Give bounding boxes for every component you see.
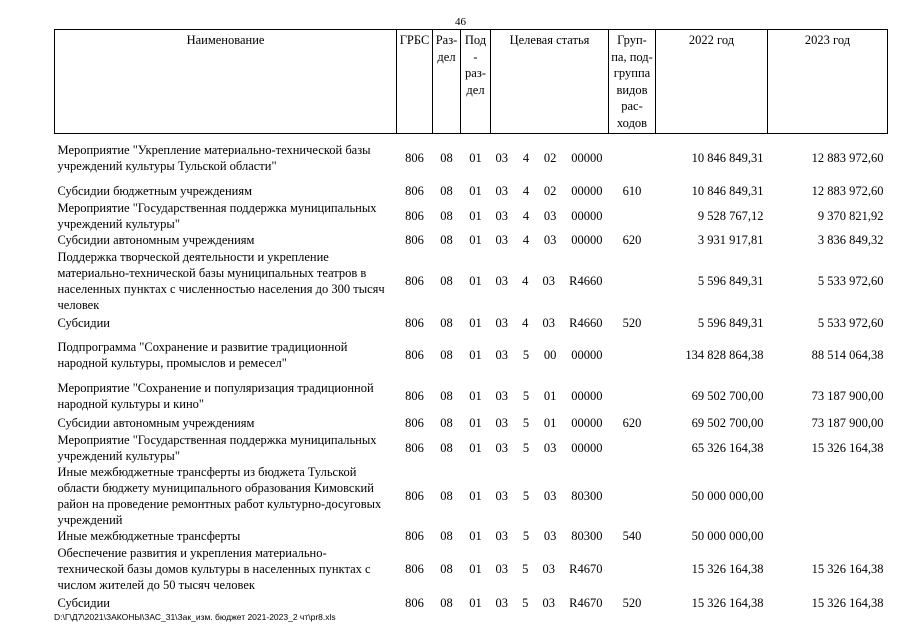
target-article-parts — [493, 347, 607, 363]
row-target-article — [491, 415, 609, 432]
row-target-article — [491, 377, 609, 415]
table-row — [55, 249, 888, 313]
target-article-cs4: R4670 — [569, 595, 603, 610]
row-expense-group — [609, 545, 656, 593]
target-article-cs4: 80300 — [571, 488, 603, 503]
target-article-cs1: 03 — [495, 488, 508, 503]
row-grbs: 806 — [405, 183, 424, 198]
row-target-article — [491, 200, 609, 232]
target-article-cs3: 03 — [542, 561, 555, 576]
row-razdel: 08 — [440, 183, 453, 198]
header-razdel: Раз- дел — [433, 30, 461, 134]
target-article-cs1: 03 — [495, 208, 508, 223]
target-article-parts — [493, 528, 607, 544]
row-grbs: 806 — [405, 388, 424, 403]
row-expense-group: 520 — [622, 315, 642, 330]
row-razdel: 08 — [440, 388, 453, 403]
row-name: Мероприятие "Государственная поддержка муниципальных учреждений культуры" — [57, 432, 377, 463]
target-article-parts — [493, 183, 607, 199]
target-article-cs2: 5 — [522, 561, 529, 576]
row-amount-2022: 50 000 000,00 — [691, 529, 764, 543]
row-target-article — [491, 464, 609, 528]
row-expense-group — [609, 134, 656, 182]
table-row — [55, 545, 888, 593]
target-article-cs4: 00000 — [571, 347, 603, 362]
target-article-cs3: 00 — [543, 347, 557, 362]
row-expense-group — [609, 200, 656, 232]
target-article-cs3: 03 — [543, 488, 557, 503]
row-razdel: 08 — [440, 440, 453, 455]
target-article-cs3: 03 — [543, 208, 557, 223]
target-article-cs4: 00000 — [571, 416, 603, 430]
target-article-parts — [493, 273, 607, 289]
row-name: Поддержка творческой деятельности и укрепление материально-технической базы муниципальных театров в населенных пунктах с численностью населения до 300 тысяч человек — [57, 249, 385, 312]
row-razdel: 08 — [440, 233, 453, 247]
row-podrazdel: 01 — [469, 208, 482, 223]
header-target: Целевая статья — [491, 30, 609, 134]
target-article-cs1: 03 — [495, 150, 508, 165]
target-article-cs1: 03 — [495, 561, 508, 576]
row-grbs: 806 — [405, 273, 424, 288]
row-razdel: 08 — [440, 416, 453, 430]
row-name: Субсидии — [57, 595, 110, 610]
row-podrazdel: 01 — [469, 561, 482, 576]
row-target-article — [491, 313, 609, 333]
row-podrazdel: 01 — [469, 183, 482, 198]
target-article-cs4: 80300 — [571, 529, 603, 543]
header-2023: 2023 год — [768, 30, 888, 134]
row-razdel: 08 — [440, 488, 453, 503]
row-podrazdel: 01 — [469, 347, 482, 362]
target-article-cs1: 03 — [495, 273, 508, 288]
target-article-cs3: 02 — [543, 183, 557, 198]
target-article-cs1: 03 — [495, 315, 508, 330]
target-article-cs3: 03 — [543, 440, 557, 455]
row-amount-2022: 15 326 164,38 — [691, 595, 764, 610]
row-amount-2023: 12 883 972,60 — [811, 183, 884, 198]
target-article-cs3: 02 — [543, 150, 557, 165]
target-article-parts — [493, 208, 607, 224]
row-name: Иные межбюджетные трансферты из бюджета Тульской области бюджету муниципального образования Кимовский район на проведение ремонтных работ культурно-досуговых учреждений — [57, 464, 382, 527]
row-expense-group — [609, 464, 656, 528]
row-name: Мероприятие "Государственная поддержка муниципальных учреждений культуры" — [57, 200, 377, 231]
target-article-parts — [493, 415, 607, 431]
budget-table — [54, 29, 888, 613]
row-grbs: 806 — [405, 315, 424, 330]
target-article-cs1: 03 — [495, 529, 508, 543]
target-article-cs4: R4660 — [569, 315, 603, 330]
row-name: Обеспечение развития и укрепления материально-технической базы домов культуры в населенных пунктах с числом жителей до 50 тысяч человек — [57, 545, 371, 592]
table-row — [55, 333, 888, 377]
table-header — [55, 30, 888, 134]
budget-sheet — [54, 29, 887, 613]
row-podrazdel: 01 — [469, 488, 482, 503]
target-article-cs2: 5 — [522, 416, 530, 430]
table-row — [55, 232, 888, 249]
target-article-cs4: 00000 — [571, 388, 603, 403]
row-target-article — [491, 182, 609, 200]
row-podrazdel: 01 — [469, 440, 482, 455]
row-razdel: 08 — [440, 273, 453, 288]
row-amount-2023: 12 883 972,60 — [811, 150, 884, 165]
row-amount-2023: 15 326 164,38 — [811, 440, 884, 455]
row-target-article — [491, 333, 609, 377]
row-target-article — [491, 134, 609, 182]
table-row — [55, 432, 888, 464]
row-podrazdel: 01 — [469, 595, 482, 610]
target-article-cs1: 03 — [495, 388, 508, 403]
target-article-parts — [493, 388, 607, 404]
row-expense-group: 540 — [622, 529, 642, 543]
row-expense-group — [609, 333, 656, 377]
table-row — [55, 415, 888, 432]
target-article-parts — [493, 488, 607, 504]
target-article-cs4: 00000 — [571, 440, 603, 455]
table-row — [55, 528, 888, 545]
table-row — [55, 377, 888, 415]
row-razdel: 08 — [440, 561, 453, 576]
row-amount-2023: 9 370 821,92 — [817, 208, 884, 223]
row-amount-2023: 15 326 164,38 — [811, 595, 884, 610]
target-article-cs1: 03 — [495, 416, 508, 430]
target-article-cs2: 4 — [522, 150, 530, 165]
row-target-article — [491, 528, 609, 545]
page-number: 46 — [455, 16, 466, 28]
table-row — [55, 313, 888, 333]
row-name: Иные межбюджетные трансферты — [57, 529, 241, 543]
row-expense-group — [609, 432, 656, 464]
row-amount-2022: 69 502 700,00 — [691, 388, 764, 403]
target-article-cs1: 03 — [495, 183, 508, 198]
row-podrazdel: 01 — [469, 315, 482, 330]
target-article-cs4: 00000 — [571, 233, 603, 247]
row-expense-group: 620 — [622, 233, 642, 247]
row-amount-2022: 50 000 000,00 — [691, 488, 764, 503]
row-amount-2022: 69 502 700,00 — [691, 416, 764, 430]
row-razdel: 08 — [440, 529, 453, 543]
target-article-cs4: R4660 — [569, 273, 603, 288]
target-article-cs4: 00000 — [571, 183, 603, 198]
row-name: Подпрограмма "Сохранение и развитие традиционной народной культуры, промыслов и ремесел" — [57, 339, 348, 370]
header-2022: 2022 год — [656, 30, 768, 134]
row-amount-2023: 3 836 849,32 — [817, 233, 884, 247]
target-article-cs1: 03 — [495, 347, 508, 362]
target-article-cs4: R4670 — [569, 561, 603, 576]
table-body — [55, 134, 888, 613]
target-article-parts — [493, 440, 607, 456]
row-grbs: 806 — [405, 529, 424, 543]
row-podrazdel: 01 — [469, 233, 482, 247]
target-article-parts — [493, 232, 607, 248]
row-amount-2023 — [768, 528, 888, 545]
table-row — [55, 464, 888, 528]
row-amount-2023: 5 533 972,60 — [817, 315, 884, 330]
row-expense-group — [609, 249, 656, 313]
row-grbs: 806 — [405, 561, 424, 576]
header-podrazdel: Под- раз- дел — [461, 30, 491, 134]
row-grbs: 806 — [405, 233, 424, 247]
file-path-footer: D:\Г\Д7\2021\ЗАКОНЫ\ЗАС_31\Зак_изм. бюджет 2021-2023_2 чт\pr8.xls — [54, 612, 336, 622]
row-amount-2022: 9 528 767,12 — [697, 208, 764, 223]
row-amount-2022: 15 326 164,38 — [691, 561, 764, 576]
row-expense-group: 610 — [622, 183, 642, 198]
table-row — [55, 593, 888, 613]
row-razdel: 08 — [440, 595, 453, 610]
header-group: Груп- па, под- группа видов рас- ходов — [609, 30, 656, 134]
target-article-cs3: 03 — [542, 273, 555, 288]
row-razdel: 08 — [440, 315, 453, 330]
row-podrazdel: 01 — [469, 529, 482, 543]
row-grbs: 806 — [405, 488, 424, 503]
row-name: Субсидии автономным учреждениям — [57, 416, 255, 430]
row-amount-2023 — [768, 464, 888, 528]
target-article-cs2: 4 — [522, 183, 530, 198]
target-article-cs2: 4 — [522, 233, 530, 247]
target-article-cs4: 00000 — [571, 150, 603, 165]
target-article-cs3: 03 — [542, 315, 555, 330]
row-amount-2023: 5 533 972,60 — [817, 273, 884, 288]
target-article-cs2: 4 — [522, 315, 529, 330]
row-amount-2022: 65 326 164,38 — [691, 440, 764, 455]
target-article-cs2: 4 — [522, 273, 529, 288]
row-expense-group: 620 — [622, 416, 642, 430]
row-podrazdel: 01 — [469, 388, 482, 403]
target-article-cs2: 5 — [522, 488, 530, 503]
row-razdel: 08 — [440, 347, 453, 362]
row-expense-group — [609, 377, 656, 415]
row-name: Субсидии — [57, 315, 110, 330]
row-podrazdel: 01 — [469, 416, 482, 430]
target-article-cs2: 5 — [522, 529, 530, 543]
target-article-cs3: 01 — [543, 416, 557, 430]
target-article-cs3: 03 — [542, 595, 555, 610]
row-amount-2023: 73 187 900,00 — [811, 416, 884, 430]
target-article-cs1: 03 — [495, 440, 508, 455]
row-name: Мероприятие "Сохранение и популяризация традиционной народной культуры и кино" — [57, 380, 374, 411]
target-article-cs3: 03 — [543, 233, 557, 247]
target-article-cs1: 03 — [495, 233, 508, 247]
row-target-article — [491, 545, 609, 593]
target-article-cs3: 01 — [543, 388, 557, 403]
target-article-parts — [493, 561, 607, 577]
row-name: Субсидии бюджетным учреждениям — [57, 183, 253, 198]
target-article-cs2: 5 — [522, 440, 530, 455]
target-article-cs1: 03 — [495, 595, 508, 610]
target-article-cs2: 4 — [522, 208, 530, 223]
row-razdel: 08 — [440, 150, 453, 165]
row-podrazdel: 01 — [469, 273, 482, 288]
table-row — [55, 134, 888, 182]
row-grbs: 806 — [405, 150, 424, 165]
row-amount-2022: 10 846 849,31 — [691, 150, 764, 165]
target-article-cs2: 5 — [522, 347, 530, 362]
target-article-cs3: 03 — [543, 529, 557, 543]
row-grbs: 806 — [405, 208, 424, 223]
row-amount-2023: 88 514 064,38 — [811, 347, 884, 362]
row-name: Субсидии автономным учреждениям — [57, 233, 255, 247]
row-grbs: 806 — [405, 416, 424, 430]
target-article-parts — [493, 595, 607, 611]
row-name: Мероприятие "Укрепление материально-технической базы учреждений культуры Тульской области" — [57, 142, 371, 173]
target-article-parts — [493, 150, 607, 166]
row-amount-2023: 15 326 164,38 — [811, 561, 884, 576]
target-article-cs2: 5 — [522, 388, 530, 403]
row-amount-2022: 5 596 849,31 — [697, 273, 764, 288]
target-article-cs2: 5 — [522, 595, 529, 610]
row-expense-group: 520 — [622, 595, 642, 610]
row-target-article — [491, 593, 609, 613]
header-name: Наименование — [55, 30, 397, 134]
row-target-article — [491, 232, 609, 249]
row-razdel: 08 — [440, 208, 453, 223]
row-podrazdel: 01 — [469, 150, 482, 165]
target-article-cs4: 00000 — [571, 208, 603, 223]
row-grbs: 806 — [405, 440, 424, 455]
row-amount-2022: 3 931 917,81 — [697, 233, 764, 247]
row-amount-2023: 73 187 900,00 — [811, 388, 884, 403]
table-row — [55, 182, 888, 200]
target-article-parts — [493, 315, 607, 331]
row-grbs: 806 — [405, 347, 424, 362]
row-grbs: 806 — [405, 595, 424, 610]
row-amount-2022: 5 596 849,31 — [697, 315, 764, 330]
table-row — [55, 200, 888, 232]
row-target-article — [491, 432, 609, 464]
row-target-article — [491, 249, 609, 313]
row-amount-2022: 134 828 864,38 — [685, 347, 764, 362]
row-amount-2022: 10 846 849,31 — [691, 183, 764, 198]
header-grbs: ГРБС — [397, 30, 433, 134]
